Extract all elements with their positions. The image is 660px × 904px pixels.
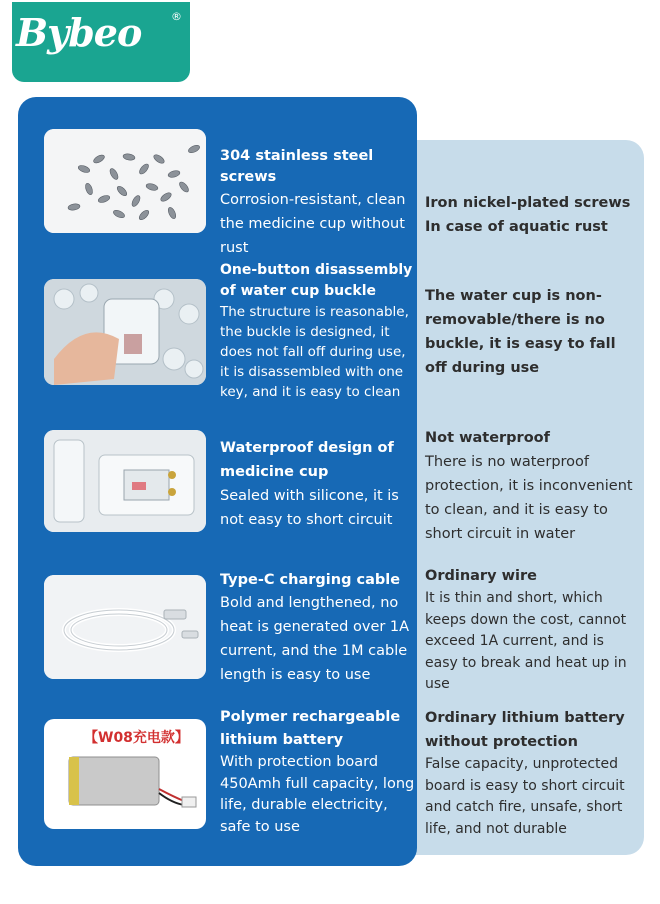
feature-title: Waterproof design of medicine cup (220, 440, 394, 480)
water-cup-image (44, 279, 206, 385)
compare-battery (425, 706, 641, 840)
compare-body: False capacity, unprotected board is easy to short circuit and catch fire, unsafe, short life, and not durable (425, 756, 625, 837)
screws-image (44, 129, 206, 233)
compare-title: Iron nickel-plated screws (425, 195, 631, 211)
feature-body: Bold and lengthened, no heat is generated over 1A current, and the 1M cable length is easy to use (220, 595, 410, 683)
compare-buckle (425, 284, 641, 380)
compare-title: The water cup is non-removable/there is no buckle, it is easy to fall off during use (425, 288, 616, 376)
cable-image (44, 575, 206, 679)
registered-mark: ® (171, 10, 182, 23)
feature-title: 304 stainless steel screws (220, 148, 374, 185)
compare-body: It is thin and short, which keeps down the cost, cannot exceed 1A current, and is easy to break and heat up in use (425, 590, 627, 692)
feature-body: Corrosion-resistant, clean the medicine cup without rust (220, 192, 406, 256)
feature-body: With protection board 450Amh full capacity, long life, durable electricity, safe to use (220, 754, 415, 835)
feature-battery (220, 706, 416, 838)
feature-cable (220, 570, 416, 687)
feature-buckle (220, 260, 416, 402)
feature-title: One-button disassembly of water cup buckle (220, 262, 413, 299)
compare-screws (425, 191, 641, 239)
battery-image (44, 719, 206, 829)
compare-waterproof (425, 426, 641, 546)
compare-cable (425, 564, 641, 696)
compare-title: Ordinary wire (425, 568, 537, 584)
brand-logo (12, 2, 190, 82)
feature-body: The structure is reasonable, the buckle is designed, it does not fall off during use, it is disassembled with one key, and it is easy to clean (220, 304, 409, 400)
brand-name: Bybeo (16, 10, 142, 55)
feature-title: Type-C charging cable (220, 572, 401, 588)
feature-screws (220, 146, 416, 260)
feature-body: Sealed with silicone, it is not easy to short circuit (220, 488, 399, 528)
feature-title: Polymer rechargeable lithium battery (220, 709, 401, 748)
feature-waterproof (220, 436, 416, 532)
compare-title: Ordinary lithium battery without protection (425, 710, 625, 750)
compare-body: There is no waterproof protection, it is inconvenient to clean, and it is easy to short circuit in water (425, 454, 633, 542)
compare-title: Not waterproof (425, 430, 550, 446)
compare-body: In case of aquatic rust (425, 219, 608, 235)
battery-image-label: 【W08充电款】 (84, 730, 189, 746)
waterproof-image (44, 430, 206, 532)
